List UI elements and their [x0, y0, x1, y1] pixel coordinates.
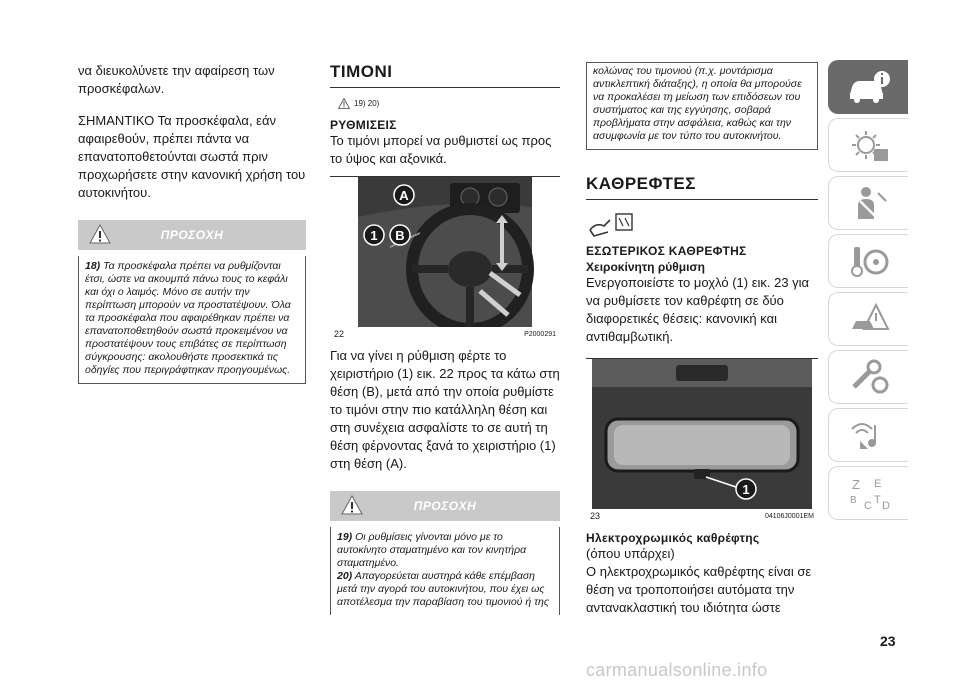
tab-safety[interactable]: [828, 176, 908, 230]
subheading-electrochromic-mirror: Ηλεκτροχρωμικός καθρέφτης: [586, 531, 760, 545]
svg-text:T: T: [873, 494, 881, 506]
car-info-icon: [846, 67, 892, 107]
figure-23-caption: [586, 509, 818, 523]
refs-text: 19) 20): [354, 98, 380, 108]
hand-adjust-mirror-icon: [586, 208, 636, 238]
svg-text:D: D: [881, 500, 890, 512]
electrochromic-body: Ο ηλεκτροχρωμικός καθρέφτης είναι σε θέση να τροποποιήσει αυτόματα την αντανακλαστική του ιδιότητα ώστε: [586, 564, 812, 615]
note-text: Τα προσκέφαλα πρέπει να ρυθμίζονται έτσι, ώστε να ακουμπά πάνω τους το κεφάλι και όχι ο λαιμός. Μόνο σε αυτήν την περίπτωση μπορούν να προστατέψουν. Όλα τα προσκέφαλα που αφαιρέθηκαν πρέπει να επανατοποθετηθούν σωστά προκειμένου να προστατέψουν τους επιβάτες σε περίπτωση σύγκρουσης: ακολουθήστε προσεκτικά τις οδηγίες που περιγράφτηκαν προηγουμένως.: [85, 260, 291, 376]
figure-22-caption: [330, 327, 560, 341]
callout-1: 1: [370, 228, 378, 243]
warning-refs: [338, 96, 560, 110]
watermark: carmanualsonline.info: [586, 660, 768, 680]
figure-23: [586, 358, 818, 523]
note-20-text: Απαγορεύεται αυστηρά κάθε επέμβαση μετά την αγορά του αυτοκινήτου, που έχει ως αποτέλεσμα την παραβίαση του τιμονιού ή της: [337, 570, 549, 608]
figure-number: 23: [590, 511, 601, 521]
warning-title: ΠΡΟΣΟΧΗ: [160, 228, 224, 242]
seatbelt-person-icon: [846, 183, 892, 223]
dashboard-lights-icon: [846, 125, 892, 165]
figure-22: [330, 176, 560, 341]
tab-car-info[interactable]: [828, 60, 908, 114]
mirror-manual-body: Ενεργοποιείστε το μοχλό (1) εικ. 23 για να ρυθμίσετε τον καθρέφτη σε δύο διαφορετικές θέσεις: κανονική και αντιθαμβωτική.: [586, 275, 810, 344]
subheading-adjustments: ΡΥΘΜΙΣΕΙΣ: [330, 118, 397, 132]
column-3: [586, 62, 818, 617]
warning-content-2: [330, 527, 560, 615]
warning-block-2: [330, 491, 560, 615]
svg-text:Z: Z: [851, 477, 860, 492]
steering-wheel-photo: [330, 177, 560, 327]
column-2: [330, 62, 560, 615]
note-19-number: 19): [337, 531, 353, 543]
maintenance-tools-icon: [846, 357, 892, 397]
tab-index[interactable]: [828, 466, 908, 520]
subheading-interior-mirror: ΕΣΩΤΕΡΙΚΟΣ ΚΑΘΡΕΦΤΗΣ: [586, 244, 747, 258]
alphabet-index-icon: [846, 473, 892, 513]
key-steering-wheel-icon: [846, 241, 892, 281]
note-number: 18): [85, 260, 101, 272]
paragraph-important-note: ΣΗΜΑΝΤΙΚΟ Τα προσκέφαλα, εάν αφαιρεθούν, πρέπει πάντα να επανατοποθετούνται σωστά πριν προχωρήσετε στην κανονική χρήση του αυτοκινήτου.: [78, 113, 306, 200]
warning-title-2: ΠΡΟΣΟΧΗ: [413, 499, 477, 513]
svg-text:C: C: [863, 500, 872, 512]
svg-text:B: B: [849, 495, 857, 506]
steering-adjustment-body: Για να γίνει η ρύθμιση φέρτε το χειριστήριο (1) εικ. 22 προς τα κάτω στη θέση (B), μετά από την οποία ρυθμίστε το τιμόνι στην πιο κατάλληλη θέση και στη συνέχεια ασφαλίστε το σε αυτή τη θέση φέρνοντας ξανά το χειριστήριο (1) στη θέση (A).: [330, 348, 560, 471]
where-available-note: (όπου υπάρχει): [586, 546, 675, 561]
tab-maintenance[interactable]: [828, 350, 908, 404]
svg-text:E: E: [873, 478, 881, 490]
steering-intro: Το τιμόνι μπορεί να ρυθμιστεί ως προς το ύψος και αξονικά.: [330, 133, 552, 166]
warning-content: [78, 256, 306, 384]
small-warning-icon: [338, 98, 350, 109]
warning-triangle-car-icon: [846, 299, 892, 339]
warning-block: [78, 220, 306, 384]
note-20-number: 20): [337, 570, 353, 582]
tab-multimedia[interactable]: [828, 408, 908, 462]
page-number: 23: [880, 633, 896, 649]
callout-b: B: [395, 228, 405, 243]
multimedia-music-icon: [846, 415, 892, 455]
figure-code: 04106J0001EM: [764, 513, 814, 520]
figure-number: 22: [334, 329, 345, 339]
section-title-mirrors: ΚΑΘΡΕΦΤΕΣ: [586, 174, 818, 200]
continuation-text: κολώνας του τιμονιού (π.χ. μοντάρισμα αντικλεπτική διάταξης), η οποία θα μπορούσε να προκαλέσει τη μείωση των επιδόσεων του συστήματος και της εγγύησης, σοβαρά προβλήματα στην ασφάλεια, καθώς και την ασυμφωνία με τον τύπο του αυτοκινήτου.: [593, 65, 802, 142]
warning-header: [78, 220, 306, 250]
tab-starting-driving[interactable]: [828, 234, 908, 288]
paragraph-headrest-removal: να διευκολύνετε την αφαίρεση των προσκέφαλων.: [78, 63, 275, 96]
chapter-tabs: [828, 60, 908, 524]
note-19-text: Οι ρυθμίσεις γίνονται μόνο με το αυτοκίνητο σταματημένο και τον κινητήρα σταματημένο.: [337, 531, 527, 569]
tab-emergency[interactable]: [828, 292, 908, 346]
warning-header-2: [330, 491, 560, 521]
rearview-mirror-photo: [586, 359, 818, 509]
figure-code: P2000291: [524, 331, 556, 338]
tab-dashboard-lights[interactable]: [828, 118, 908, 172]
mirror-icon-row: [586, 208, 818, 242]
column-1: [78, 62, 306, 384]
warning-continuation: [586, 62, 818, 150]
callout-a: A: [399, 188, 409, 203]
section-title-steering-wheel: ΤΙΜΟΝΙ: [330, 62, 560, 88]
subheading-manual-adjustment: Χειροκίνητη ρύθμιση: [586, 260, 705, 274]
callout-1: 1: [742, 482, 750, 497]
